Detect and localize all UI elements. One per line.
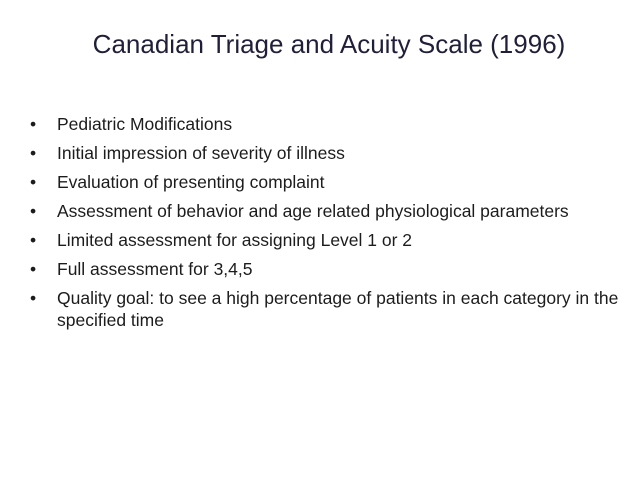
- bullet-text: Limited assessment for assigning Level 1 or 2: [57, 230, 413, 250]
- bullet-text: Quality goal: to see a high percentage of patients in each category in the specified time: [57, 288, 619, 330]
- bullet-item: [30, 200, 620, 222]
- bullet-point-icon: •: [30, 172, 37, 192]
- bullet-text: Pediatric Modifications: [57, 114, 233, 134]
- bullet-item: [30, 287, 620, 331]
- bullet-text: Full assessment for 3,4,5: [57, 259, 253, 279]
- bullet-point-icon: •: [30, 288, 37, 308]
- bullet-point-icon: •: [30, 201, 37, 221]
- bullet-list: [30, 113, 620, 338]
- bullet-point-icon: •: [30, 230, 37, 250]
- bullet-item: [30, 142, 620, 164]
- bullet-text: Initial impression of severity of illness: [57, 143, 345, 163]
- bullet-item: [30, 258, 620, 280]
- bullet-point-icon: •: [30, 114, 37, 134]
- bullet-point-icon: •: [30, 143, 37, 163]
- bullet-text: Evaluation of presenting complaint: [57, 172, 325, 192]
- bullet-item: [30, 113, 620, 135]
- bullet-text: Assessment of behavior and age related physiological parameters: [57, 201, 569, 221]
- bullet-item: [30, 171, 620, 193]
- bullet-item: [30, 229, 620, 251]
- slide-title: Canadian Triage and Acuity Scale (1996): [92, 29, 566, 59]
- bullet-point-icon: •: [30, 259, 37, 279]
